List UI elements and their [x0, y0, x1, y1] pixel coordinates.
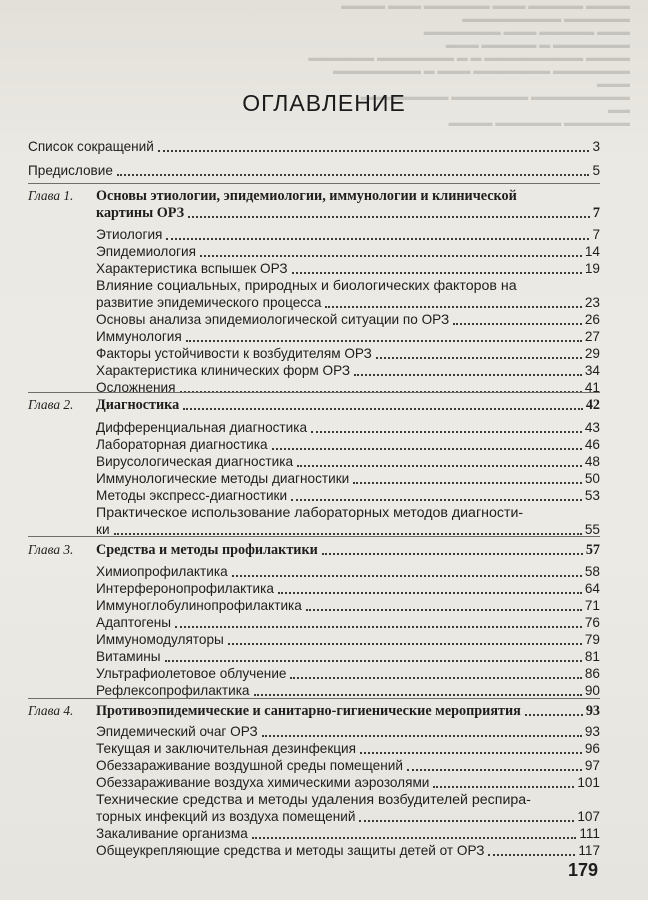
toc-entry-label: ки: [96, 522, 110, 537]
toc-entry-label: Адаптогены: [96, 615, 172, 630]
toc-entry[interactable]: [96, 437, 600, 453]
toc-entry[interactable]: [96, 312, 600, 328]
toc-page-number: 76: [584, 615, 600, 630]
divider: [28, 698, 600, 699]
toc-page-number: 55: [584, 522, 600, 537]
toc-entry-label: Предисловие: [28, 163, 113, 178]
toc-entry-label: Иммуномодуляторы: [96, 632, 224, 647]
toc-entry[interactable]: [96, 615, 600, 631]
dot-leader: [272, 448, 582, 450]
dot-leader: [117, 174, 590, 176]
toc-page-number: 26: [584, 312, 600, 327]
toc-entry-label: развитие эпидемического процесса: [96, 295, 322, 310]
dot-leader: [166, 238, 589, 240]
bleed-through-text: ▬▬▬▬ ▬▬▬▬▬ ▬▬▬ ▬▬▬▬▬▬ ▬▬▬ ▬▬▬▬ ▬▬▬▬▬▬ ▬▬▬▬▬▬▬▬▬ ▬▬▬ ▬▬▬▬▬ ▬▬▬ ▬▬▬▬▬▬▬ ▬▬▬▬▬▬▬ ▬ ▬▬▬▬▬ ▬▬▬ ▬▬▬▬ ▬▬▬▬▬▬▬▬▬ ▬ ▬ ▬▬▬▬▬▬▬ ▬▬▬▬▬▬ ▬▬▬▬▬▬▬ ▬▬▬▬▬▬▬ ▬▬▬ ▬ ▬▬▬▬▬▬▬▬ ▬▬▬ ▬▬▬▬▬▬▬▬▬ ▬▬▬▬▬▬▬ ▬▬▬▬▬▬▬▬ ▬▬ ▬▬▬▬▬▬ ▬▬▬▬▬▬ ▬▬▬▬: [308, 0, 630, 129]
dot-leader: [488, 854, 575, 856]
dot-leader: [183, 408, 583, 410]
toc-entry-label: Общеукрепляющие средства и методы защиты детей от ОРЗ: [96, 843, 485, 858]
toc-entry-label: Эпидемический очаг ОРЗ: [96, 724, 258, 739]
dot-leader: [200, 255, 582, 257]
toc-page-number: 79: [584, 632, 600, 647]
chapter-label: Глава 4.: [28, 703, 74, 718]
toc-chapter-1[interactable]: [96, 205, 600, 221]
toc-page-number: 43: [584, 420, 600, 435]
divider: [28, 183, 600, 184]
dot-leader: [525, 714, 583, 716]
toc-entry[interactable]: [96, 666, 600, 682]
dot-leader: [292, 272, 582, 274]
toc-page-number: 117: [578, 843, 600, 858]
toc-entry[interactable]: [96, 581, 600, 597]
dot-leader: [407, 769, 582, 771]
toc-entry-label: Иммунологические методы диагностики: [96, 471, 350, 486]
chapter-label: Глава 2.: [28, 397, 74, 412]
toc-entry-label: Вирусологическая диагностика: [96, 454, 294, 469]
toc-page-number: 42: [585, 397, 600, 413]
dot-leader: [290, 677, 581, 679]
toc-page-number: 101: [577, 775, 600, 790]
dot-leader: [453, 323, 582, 325]
chapter-label: Глава 3.: [28, 542, 74, 557]
toc-entry[interactable]: [96, 843, 600, 859]
toc-entry-label: торных инфекций из воздуха помещений: [96, 809, 356, 824]
dot-leader: [376, 357, 582, 359]
toc-entry-label: Иммуноглобулинопрофилактика: [96, 598, 302, 613]
dot-leader: [433, 786, 574, 788]
dot-leader: [354, 374, 582, 376]
toc-chapter-3[interactable]: [96, 542, 600, 558]
toc-entry-label: Осложнения: [96, 380, 176, 395]
dot-leader: [158, 150, 590, 152]
toc-entry-label: Ультрафиолетовое облучение: [96, 666, 287, 681]
toc-page-number: 107: [577, 809, 600, 824]
toc-entry-label: Лабораторная диагностика: [96, 437, 268, 452]
toc-page-number: 81: [584, 649, 600, 664]
toc-entry-label: Текущая и заключительная дезинфекция: [96, 741, 357, 756]
dot-leader: [188, 216, 590, 218]
chapter-title: Диагностика: [96, 397, 180, 413]
dot-leader: [359, 820, 574, 822]
toc-entry[interactable]: [96, 809, 600, 825]
toc-page-number: 53: [584, 488, 600, 503]
toc-entry[interactable]: [96, 649, 600, 665]
page-title: ОГЛАВЛЕНИЕ: [242, 90, 406, 116]
toc-page-number: 96: [584, 741, 600, 756]
toc-entry[interactable]: [96, 454, 600, 470]
toc-entry-label: Основы анализа эпидемиологической ситуации по ОРЗ: [96, 312, 450, 327]
chapter-label: Глава 1.: [28, 188, 74, 203]
toc-page-number: 7: [592, 227, 600, 242]
dot-leader: [254, 694, 582, 696]
toc-entry-label: Список сокращений: [28, 139, 154, 154]
toc-page-number: 50: [584, 471, 600, 486]
toc-entry-label-line1[interactable]: Практическое использование лабораторных методов диагности-: [96, 505, 524, 521]
toc-entry[interactable]: [96, 488, 600, 504]
toc-entry-label: Обеззараживание воздушной среды помещений: [96, 758, 403, 773]
toc-entry-abbreviations[interactable]: [28, 139, 600, 155]
toc-entry[interactable]: [96, 758, 600, 774]
dot-leader: [311, 431, 582, 433]
toc-entry[interactable]: [96, 329, 600, 345]
toc-entry-label: Этиология: [96, 227, 163, 242]
toc-entry[interactable]: [96, 471, 600, 487]
toc-page-number: 23: [584, 295, 600, 310]
dot-leader: [228, 643, 582, 645]
toc-entry-label-line1[interactable]: Влияние социальных, природных и биологических факторов на: [96, 278, 517, 294]
toc-page-number: 5: [592, 163, 600, 178]
toc-entry-label: Интерферонопрофилактика: [96, 581, 274, 596]
dot-leader: [353, 482, 582, 484]
toc-page-number: 19: [584, 261, 600, 276]
toc-chapter-2[interactable]: [96, 397, 600, 413]
dot-leader: [306, 609, 582, 611]
toc-entry[interactable]: [96, 632, 600, 648]
toc-entry[interactable]: [96, 261, 600, 277]
toc-entry-label: Методы экспресс-диагностики: [96, 488, 288, 503]
toc-page-number: 86: [584, 666, 600, 681]
toc-page-number: 64: [584, 581, 600, 596]
toc-page-number: 93: [585, 703, 600, 719]
toc-entry[interactable]: [96, 683, 600, 699]
page-number: 179: [568, 860, 599, 880]
dot-leader: [114, 533, 582, 535]
toc-entry-label: Химиопрофилактика: [96, 564, 228, 579]
dot-leader: [322, 553, 583, 555]
toc-entry[interactable]: [96, 564, 600, 580]
dot-leader: [262, 735, 582, 737]
dot-leader: [186, 340, 582, 342]
toc-page-number: 57: [585, 542, 600, 558]
toc-entry[interactable]: [96, 775, 600, 791]
toc-entry[interactable]: [96, 295, 600, 311]
toc-entry[interactable]: [96, 420, 600, 436]
toc-chapter-4[interactable]: [96, 703, 600, 719]
dot-leader: [252, 837, 577, 839]
chapter-title: Средства и методы профилактики: [96, 542, 318, 558]
chapter-title[interactable]: Основы этиологии, эпидемиологии, иммунологии и клинической: [96, 188, 517, 204]
toc-entry[interactable]: [96, 227, 600, 243]
toc-page-number: 34: [584, 363, 600, 378]
divider: [28, 536, 600, 537]
toc-page-number: 90: [584, 683, 600, 698]
toc-entry-label: Характеристика клинических форм ОРЗ: [96, 363, 351, 378]
dot-leader: [232, 575, 582, 577]
divider: [28, 392, 600, 393]
toc-entry-label: Обеззараживание воздуха химическими аэрозолями: [96, 775, 430, 790]
toc-entry[interactable]: [96, 724, 600, 740]
toc-entry-label: Характеристика вспышек ОРЗ: [96, 261, 288, 276]
toc-page-number: 58: [584, 564, 600, 579]
dot-leader: [297, 465, 582, 467]
toc-page-number: 97: [584, 758, 600, 773]
toc-entry-label-line1[interactable]: Технические средства и методы удаления возбудителей респира-: [96, 792, 531, 808]
toc-page-number: 29: [584, 346, 600, 361]
toc-entry-label: Рефлексопрофилактика: [96, 683, 250, 698]
toc-page-number: 111: [579, 826, 600, 841]
dot-leader: [165, 660, 582, 662]
dot-leader: [291, 499, 582, 501]
toc-entry[interactable]: [96, 598, 600, 614]
toc-entry[interactable]: [96, 741, 600, 757]
dot-leader: [325, 306, 581, 308]
toc-entry[interactable]: [96, 244, 600, 260]
chapter-title: Противоэпидемические и санитарно-гигиенические мероприятия: [96, 703, 521, 719]
toc-entry-label: Эпидемиология: [96, 244, 196, 259]
toc-page-number: 3: [592, 139, 600, 154]
toc-entry[interactable]: [96, 346, 600, 362]
toc-page-number: 27: [584, 329, 600, 344]
chapter-title: картины ОРЗ: [96, 205, 185, 221]
toc-page-number: 7: [592, 205, 600, 221]
toc-entry-label: Закаливание организма: [96, 826, 248, 841]
dot-leader: [360, 752, 582, 754]
dot-leader: [175, 626, 582, 628]
dot-leader: [278, 592, 582, 594]
toc-page-number: 48: [584, 454, 600, 469]
toc-page-number: 14: [584, 244, 600, 259]
toc-entry-label: Факторы устойчивости к возбудителям ОРЗ: [96, 346, 372, 361]
toc-entry-label: Иммунология: [96, 329, 182, 344]
toc-page-number: 46: [584, 437, 600, 452]
toc-page-number: 41: [584, 380, 600, 395]
toc-entry-label: Дифференциальная диагностика: [96, 420, 308, 435]
toc-page-number: 71: [584, 598, 600, 613]
toc-entry[interactable]: [96, 826, 600, 842]
toc-entry[interactable]: [96, 380, 600, 396]
toc-entry-preface[interactable]: [28, 163, 600, 179]
toc-entry[interactable]: [96, 363, 600, 379]
toc-page-number: 93: [584, 724, 600, 739]
toc-entry-label: Витамины: [96, 649, 161, 664]
